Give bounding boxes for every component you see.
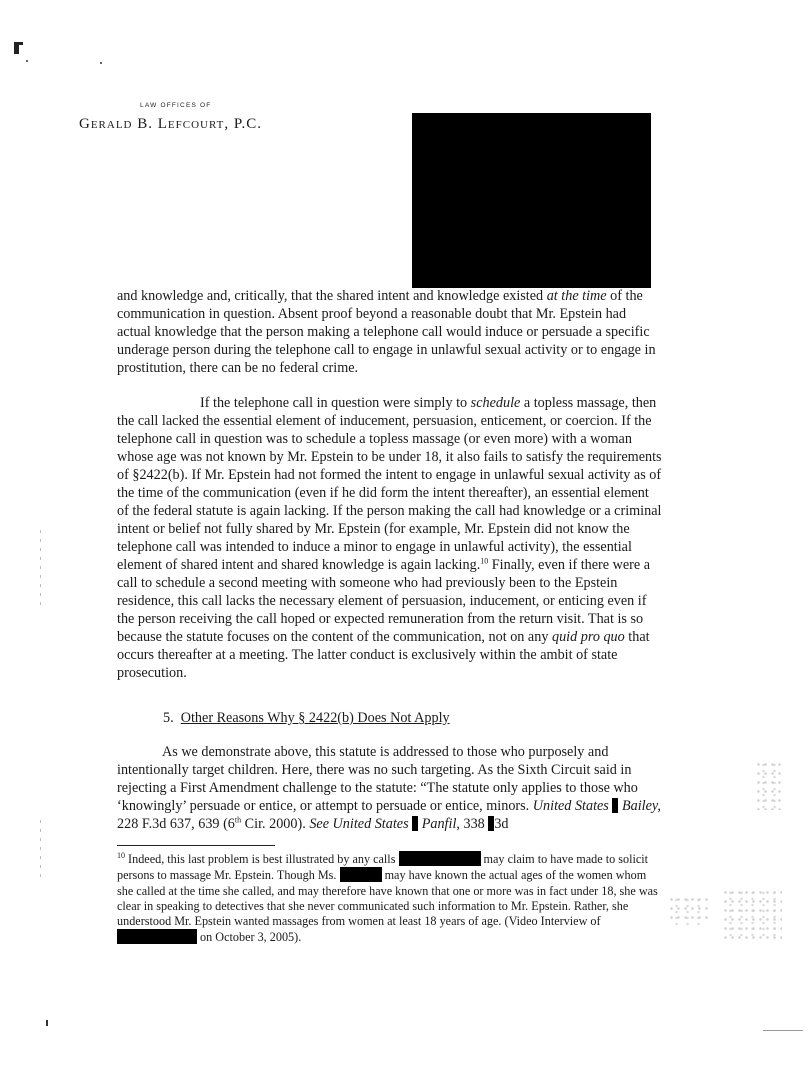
scan-speck	[100, 62, 102, 64]
scan-edge-line	[763, 1030, 803, 1031]
text-run: 3d	[494, 816, 509, 832]
redaction-inline	[117, 929, 197, 944]
scan-edge-marks	[40, 820, 41, 880]
scan-noise	[668, 895, 708, 925]
redaction-block	[412, 113, 651, 288]
paragraph-3	[117, 743, 662, 833]
italic-text: See United States	[309, 816, 409, 832]
footnote-number: 10	[117, 850, 125, 860]
firm-name: Gerald B. Lefcourt, P.C.	[79, 116, 263, 132]
text-run: 228 F.3d 637, 639 (6	[117, 816, 235, 832]
section-heading	[163, 710, 450, 727]
italic-text: Bailey,	[621, 798, 661, 814]
section-number: 5.	[163, 710, 174, 726]
text-run: 338	[459, 816, 489, 832]
text-run: and knowledge and, critically, that the shared intent and knowledge existed	[117, 288, 547, 304]
scan-speck	[46, 1020, 48, 1026]
footnote-10	[117, 851, 662, 946]
scan-noise	[755, 760, 783, 810]
text-run: Cir. 2000).	[241, 816, 310, 832]
text-run: Finally, even if there were a call to schedule a second meeting with someone who had previously been to the Epstein residence, this call lacks the necessary element of persuasion, inducement, or enticing even if the person receiving the call hoped or expected remuneration from the return visit. That is so because the statute focuses on the content of the communication, not on any	[117, 557, 651, 645]
superscript: th	[234, 815, 242, 825]
text-run: If the telephone call in question were simply to	[200, 395, 471, 411]
redaction-inline	[412, 816, 418, 831]
redaction-inline	[340, 867, 382, 882]
text-run: of the communication in question. Absent proof beyond a reasonable doubt that Mr. Epstein had actual knowledge that the person making a telephone call would induce or persuade a specific underage person during the telephone call to engage in unlawful sexual activity or to engage in prostitution, there can be no federal crime.	[117, 288, 656, 376]
italic-text: quid pro quo	[551, 629, 625, 645]
text-run: on October 3, 2005).	[197, 930, 302, 945]
corner-punch-mark	[14, 42, 19, 54]
text-run: a topless massage, then the call lacked the essential element of inducement, persuasion, enticement, or coercion. If the telephone call in question was to schedule a topless massage (or even more) with a woman whose age was not known by Mr. Epstein to be under 18, it also fails to satisfy the requirements of §2422(b). If Mr. Epstein had not formed the intent to engage in unlawful sexual activity as of the time of the communication (even if he did form the intent thereafter), an essential element of the federal statute is again lacking. If the person making the call had knowledge or a criminal intent or belief not fully shared by Mr. Epstein (for example, Mr. Epstein did not know the telephone call was intended to induce a minor to engage in unlawful activity), the essential element of shared intent and shared knowledge is again lacking.	[117, 395, 662, 573]
footnote-separator	[117, 845, 275, 846]
footnote-reference: 10	[480, 556, 489, 566]
redaction-inline	[612, 798, 618, 813]
italic-text: at the time	[546, 288, 607, 304]
text-run: that occurs thereafter at a meeting. The latter conduct is exclusively within the ambit of state prosecution.	[117, 629, 650, 681]
italic-text: United States	[532, 798, 609, 814]
section-title: Other Reasons Why § 2422(b) Does Not Apply	[180, 710, 450, 726]
scan-edge-marks	[40, 530, 41, 610]
letterhead-caption: LAW OFFICES OF	[140, 102, 212, 109]
text-run: Indeed, this last problem is best illustrated by any calls	[125, 852, 399, 866]
scan-noise	[722, 888, 782, 940]
paragraph-2	[117, 394, 662, 682]
paragraph-1	[117, 287, 662, 377]
italic-text: Panfil,	[421, 816, 460, 832]
italic-text: schedule	[470, 395, 521, 411]
text-run: may claim to have made to solicit persons to massage Mr. Epstein. Though Ms.	[117, 852, 649, 883]
redaction-inline	[399, 851, 481, 866]
scan-speck	[26, 60, 28, 62]
text-run: may have known the actual ages of the women whom she called at the time she called, and may therefore have known that one or more was in fact under 18, she was clear in speaking to detectives that she never communicated such information to Mr. Epstein. Rather, she understood Mr. Epstein wanted massages from women at least 18 years of age. (Video Interview of	[117, 868, 658, 929]
text-run: As we demonstrate above, this statute is addressed to those who purposely and intentionally target children. Here, there was no such targeting. As the Sixth Circuit said in rejecting a First Amendment challenge to the statute: “The statute only applies to those who ‘knowingly’ persuade or entice, or attempt to persuade or entice, minors.	[117, 744, 638, 814]
